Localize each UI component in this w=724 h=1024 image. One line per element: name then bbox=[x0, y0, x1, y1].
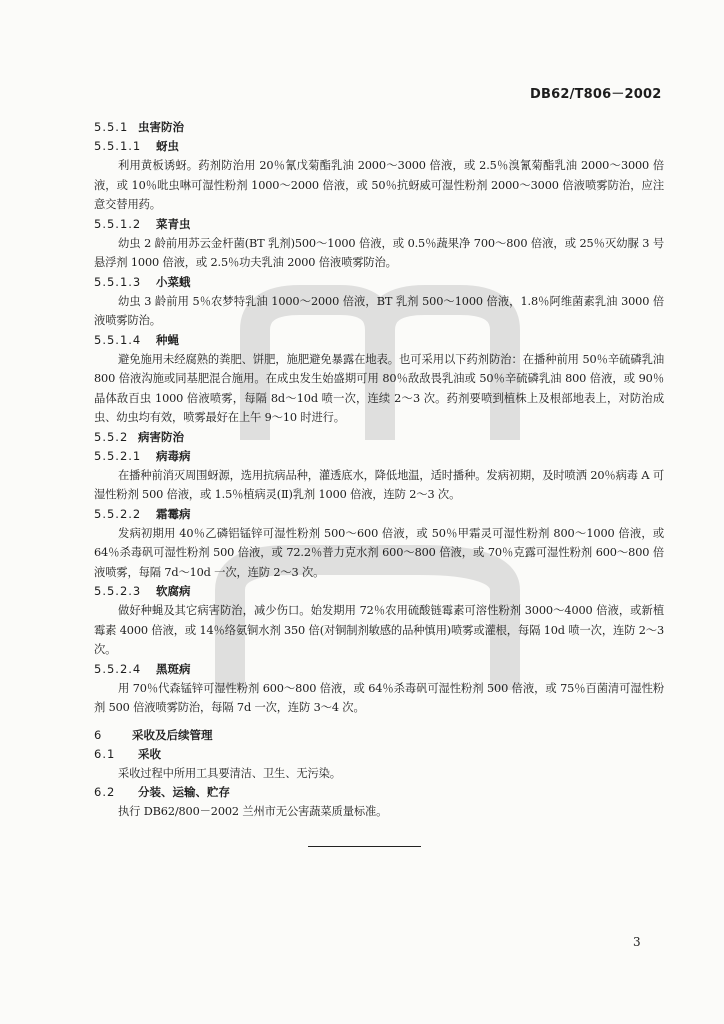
section-title: 虫害防治 bbox=[138, 120, 184, 134]
section-title: 病毒病 bbox=[156, 448, 191, 463]
section-number: 6 bbox=[94, 727, 103, 742]
section-heading bbox=[94, 273, 664, 292]
paragraph: 执行 DB62/800－2002 兰州市无公害蔬菜质量标准。 bbox=[118, 805, 388, 818]
paragraph: 利用黄板诱蚜。药剂防治用 20％氰戊菊酯乳油 2000～3000 倍液，或 2.5％溴氰菊酯乳油 2000～3000 倍液，或 10％吡虫啉可湿性粉剂 1000～2000 倍液，或 50％抗蚜威可湿性粉剂 2000～3000 倍液喷雾防治，应注意交替用药。 bbox=[94, 159, 664, 211]
section-number: 5.5.2.3 bbox=[94, 584, 142, 598]
section-title: 种蝇 bbox=[156, 332, 179, 347]
section-title: 病害防治 bbox=[138, 429, 184, 444]
section-heading bbox=[94, 118, 664, 137]
section-heading bbox=[94, 447, 664, 466]
section-number: 5.5.2 bbox=[94, 429, 129, 444]
section-number: 5.5.1 bbox=[94, 120, 129, 134]
document-body bbox=[94, 118, 664, 822]
section-heading bbox=[94, 783, 664, 802]
section-heading bbox=[94, 726, 664, 745]
section-heading bbox=[94, 331, 664, 350]
section-number: 5.5.1.3 bbox=[94, 274, 142, 289]
section-heading bbox=[94, 505, 664, 524]
section-title: 菜青虫 bbox=[156, 216, 191, 231]
section-title: 软腐病 bbox=[156, 584, 191, 598]
section-title: 小菜蛾 bbox=[156, 274, 191, 289]
section-title: 黑斑病 bbox=[156, 661, 191, 676]
paragraph: 幼虫 2 龄前用苏云金杆菌(BT 乳剂)500～1000 倍液，或 0.5％蔬果净 700～800 倍液，或 25％灭幼脲 3 号悬浮剂 1000 倍液，或 2.5％功夫乳油 2000 倍液喷雾防治。 bbox=[94, 236, 664, 269]
section-number: 5.5.2.4 bbox=[94, 661, 142, 676]
section-title: 采收及后续管理 bbox=[132, 727, 213, 742]
section-number: 6.2 bbox=[94, 785, 116, 799]
section-title: 蚜虫 bbox=[156, 139, 179, 153]
paragraph: 用 70％代森锰锌可湿性粉剂 600～800 倍液，或 64％杀毒矾可湿性粉剂 500 倍液，或 75％百菌清可湿性粉剂 500 倍液喷雾防治，每隔 7d 一次，连防 3～4 次。 bbox=[94, 681, 664, 714]
section-number: 5.5.1.2 bbox=[94, 216, 142, 231]
page-number: 3 bbox=[633, 935, 641, 949]
paragraph: 避免施用未经腐熟的粪肥、饼肥，施肥避免暴露在地表。也可采用以下药剂防治：在播种前用 50％辛硫磷乳油 800 倍液沟施或同基肥混合施用。在成虫发生始盛期可用 80％敌敌畏乳油或 50％辛硫磷乳油 800 倍液，或 90％晶体敌百虫 1000 倍液喷雾，每隔 8d～10d 喷一次，连续 2～3 次。药剂要喷到植株上及根部地表上，对防治成虫、幼虫均有效，喷雾最好在上午 9～10 时进行。 bbox=[94, 352, 664, 424]
section-heading bbox=[94, 745, 664, 764]
end-rule bbox=[308, 846, 421, 847]
standard-code: DB62/T806－2002 bbox=[530, 87, 662, 102]
section-number: 5.5.2.1 bbox=[94, 448, 142, 463]
paragraph: 做好种蝇及其它病害防治，减少伤口。始发期用 72％农用硫酸链霉素可溶性粉剂 3000～4000 倍液，或新植霉素 4000 倍液，或 14％络氨铜水剂 350 倍(对铜制剂敏感的品种慎用)喷雾或灌根，每隔 10d 喷一次，连防 2～3 次。 bbox=[94, 604, 664, 656]
section-gap bbox=[94, 718, 664, 726]
section-heading bbox=[94, 215, 664, 234]
paragraph: 幼虫 3 龄前用 5％农梦特乳油 1000～2000 倍液，BT 乳剂 500～1000 倍液，1.8％阿维菌素乳油 3000 倍液喷雾防治。 bbox=[94, 294, 664, 327]
section-number: 5.5.1.4 bbox=[94, 332, 142, 347]
section-heading bbox=[94, 660, 664, 679]
paragraph: 采收过程中所用工具要清洁、卫生、无污染。 bbox=[118, 766, 341, 780]
section-title: 分装、运输、贮存 bbox=[138, 785, 230, 799]
section-number: 5.5.2.2 bbox=[94, 506, 142, 521]
section-number: 5.5.1.1 bbox=[94, 139, 142, 153]
section-heading bbox=[94, 137, 664, 156]
section-number: 6.1 bbox=[94, 746, 116, 761]
section-title: 霜霉病 bbox=[156, 506, 191, 521]
paragraph: 在播种前消灭周围蚜源，选用抗病品种，灌透底水，降低地温，适时播种。发病初期，及时喷洒 20％病毒 A 可湿性粉剂 500 倍液，或 1.5％植病灵(Ⅱ)乳剂 1000 倍液，连防 2～3 次。 bbox=[94, 468, 664, 501]
section-heading bbox=[94, 428, 664, 447]
section-title: 采收 bbox=[138, 746, 161, 761]
section-heading bbox=[94, 582, 664, 601]
paragraph: 发病初期用 40％乙磷铝锰锌可湿性粉剂 500～600 倍液，或 50％甲霜灵可湿性粉剂 800～1000 倍液，或 64％杀毒矾可湿性粉剂 500 倍液，或 72.2％普力克水剂 600～800 倍液，或 70％克露可湿性粉剂 600～800 倍液喷雾，每隔 7d～10d 一次，连防 2～3 次。 bbox=[94, 526, 664, 579]
